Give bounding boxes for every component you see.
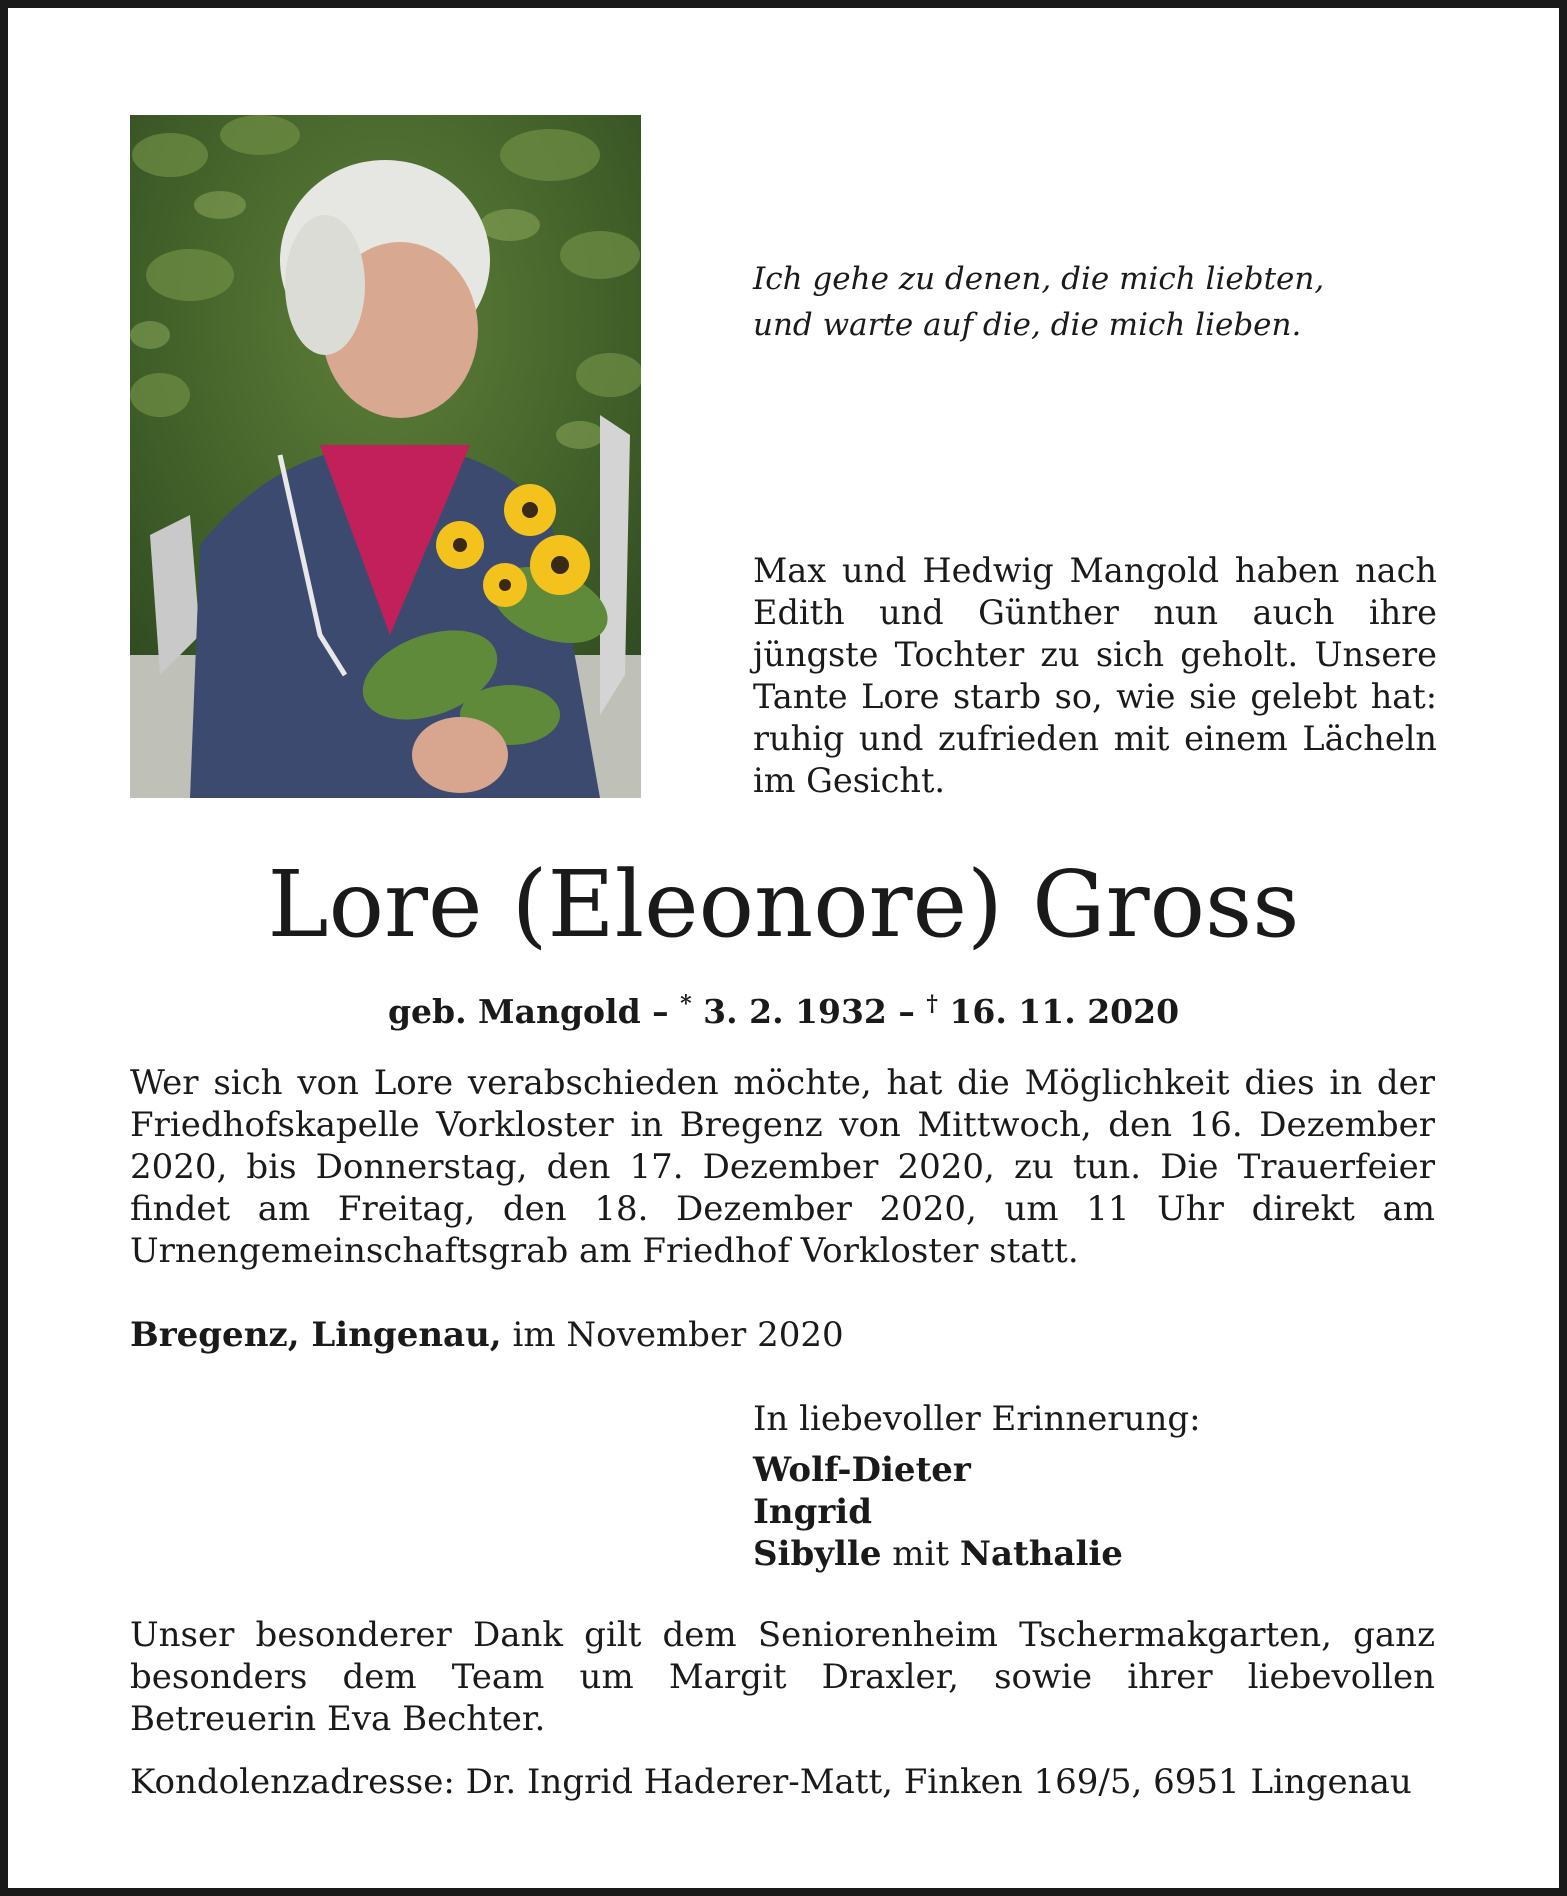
family-connector: mit	[881, 1534, 960, 1574]
ceremony-text: Wer sich von Lore verabschieden möchte, hat die Möglichkeit dies in der Friedhofskapelle Vorkloster in Bregenz von Mittwoch, den 16. Dezember 2020, bis Donnerstag, den 17. Dezember 2020, zu tun. Die Trauerfeier findet am Freitag, den 18. Dezember 2020, um 11 Uhr direkt am Urnengemeinschaftsgrab am Friedhof Vorkloster statt.	[130, 1063, 1435, 1271]
family-member-3: Sibylle	[753, 1534, 882, 1574]
thanks-text: Unser besonderer Dank gilt dem Seniorenheim Tschermakgarten, ganz besonders dem Team um Margit Draxler, sowie ihrer liebevollen Betreuerin Eva Bechter.	[130, 1615, 1435, 1739]
deceased-name: Lore (Eleonore) Gross	[267, 851, 1300, 958]
family-member-1: Wolf-Dieter	[753, 1450, 971, 1490]
portrait-photo	[130, 115, 641, 798]
obituary-page	[8, 8, 1559, 1888]
place-date	[130, 1314, 844, 1356]
place-month: im November 2020	[501, 1315, 844, 1355]
family-list	[753, 1449, 1123, 1575]
dash-2: –	[886, 992, 927, 1031]
quote	[753, 256, 1453, 348]
memory-label: In liebevoller Erinnerung:	[753, 1399, 1201, 1439]
family-member-4: Nathalie	[959, 1534, 1123, 1574]
family-member-2: Ingrid	[753, 1492, 872, 1532]
intro-text: Max und Hedwig Mangold haben nach Edith und Günther nun auch ihre jüngste Tochter zu sich geholt. Unsere Tante Lore starb so, wie sie gelebt hat: ruhig und zufrieden mit einem Lächeln im Gesicht.	[753, 551, 1437, 800]
quote-line-2: und warte auf die, die mich lieben.	[753, 307, 1302, 343]
quote-line-1: Ich gehe zu denen, die mich liebten,	[753, 261, 1325, 297]
dash-1: –	[640, 992, 681, 1031]
birth-name: geb. Mangold	[387, 992, 641, 1031]
birth-symbol: *	[680, 991, 692, 1017]
birth-date: 3. 2. 1932	[703, 992, 887, 1031]
condolence-address: Kondolenzadresse: Dr. Ingrid Haderer-Matt, Finken 169/5, 6951 Lingenau	[130, 1762, 1412, 1802]
life-dates	[8, 983, 1559, 1033]
death-symbol: †	[926, 991, 938, 1017]
death-date: 16. 11. 2020	[949, 992, 1180, 1031]
place-locations: Bregenz, Lingenau,	[130, 1315, 502, 1355]
